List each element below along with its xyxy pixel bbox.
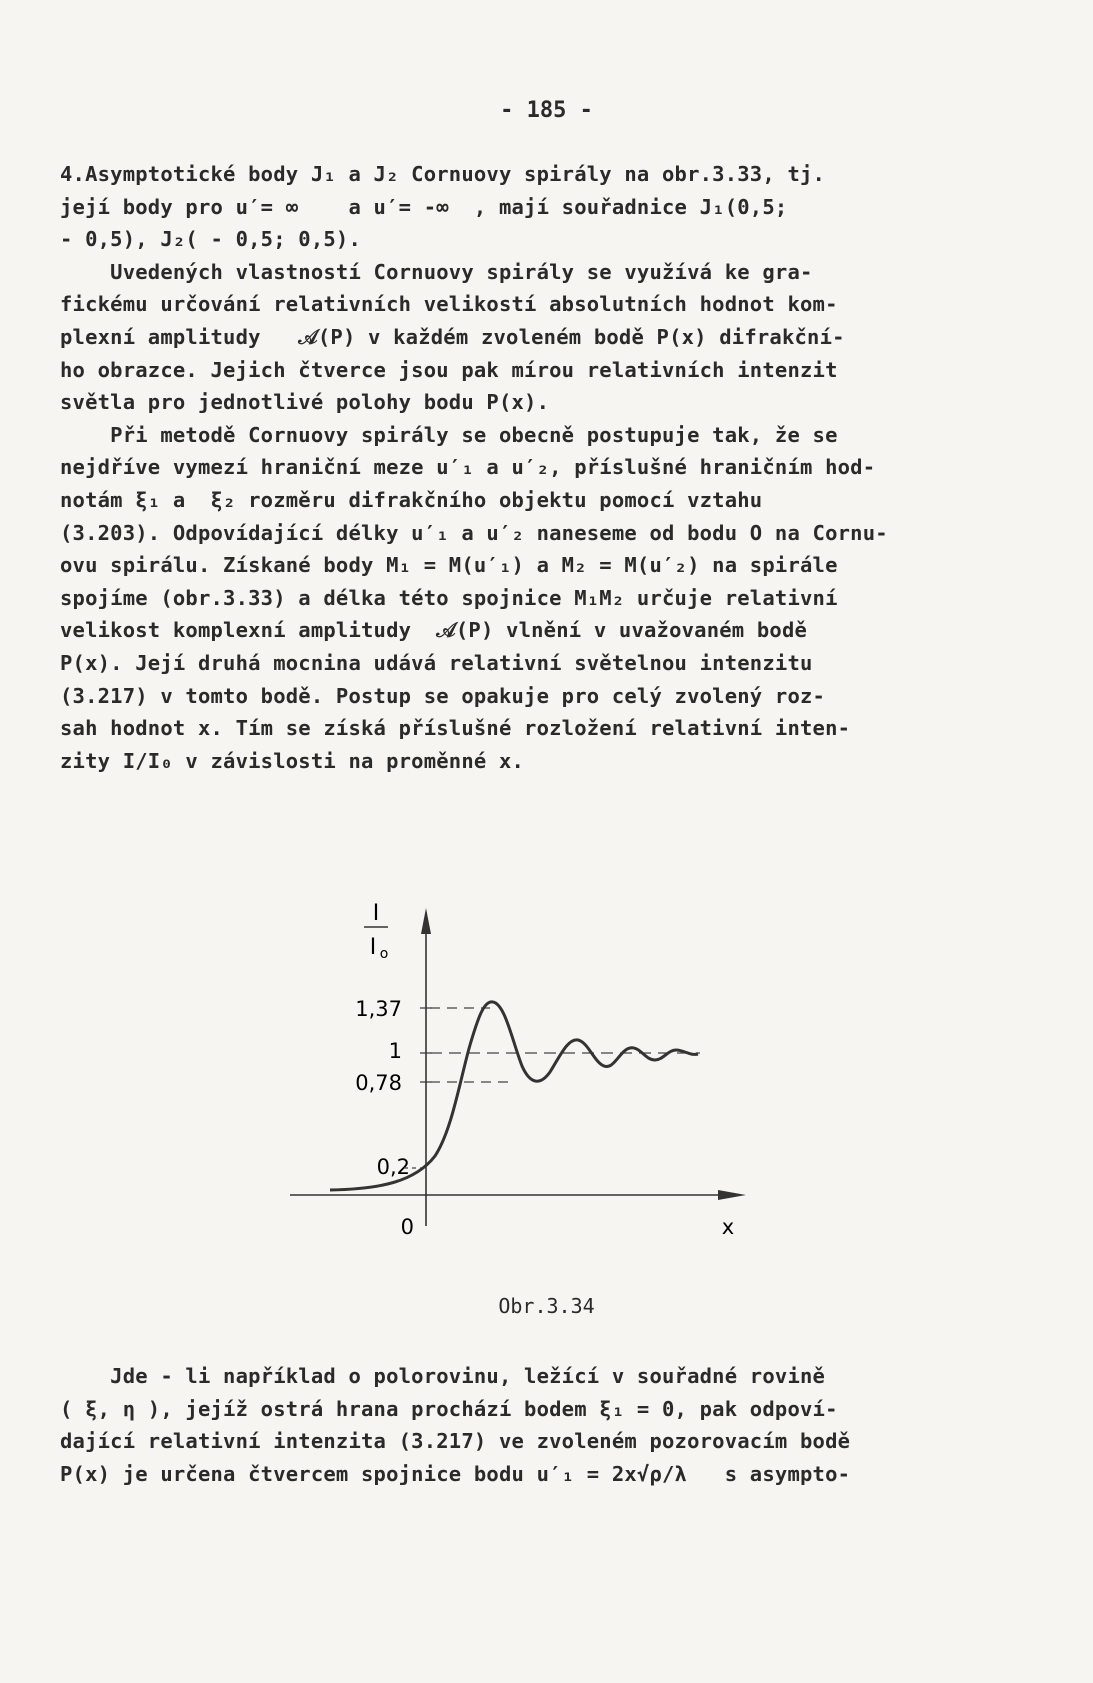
text-line: dající relativní intenzita (3.217) ve zvoleném pozorovacím bodě	[60, 1429, 851, 1454]
text-line: Jde - li například o polorovinu, ležící v souřadné rovině	[60, 1364, 826, 1388]
text-line: ho obrazce. Jejich čtverce jsou pak mírou relativních intenzit	[60, 357, 838, 382]
y-axis-label-subscript: o	[379, 946, 389, 962]
text-line: - 0,5), J₂( - 0,5; 0,5).	[60, 227, 362, 252]
y-axis-label-numerator: I	[372, 901, 380, 926]
y-axis-arrow	[421, 908, 431, 934]
text-line: ovu spirálu. Získané body M₁ = M(u′₁) a M₂ = M(u′₂) na spirále	[60, 553, 838, 578]
text-line: její body pro u′= ∞ a u′= -∞ , mají souřadnice J₁(0,5;	[60, 194, 788, 219]
text-line: sah hodnot x. Tím se získá příslušné rozložení relativní inten-	[60, 716, 851, 741]
text-line: (3.203). Odpovídající délky u′₁ a u′₂ naneseme od bodu O na Cornu-	[60, 520, 888, 545]
text-line: 4.Asymptotické body J₁ a J₂ Cornuovy spirály na obr.3.33, tj.	[60, 162, 826, 186]
tick-label-0-2: 0,2	[376, 1155, 410, 1179]
text-line: P(x). Její druhá mocnina udává relativní světelnou intenzitu	[60, 650, 813, 675]
text-line: plexní amplitudy 𝒜(P) v každém zvoleném bodě P(x) difrakční-	[60, 324, 845, 349]
text-line: P(x) je určena čtvercem spojnice bodu u′₁ = 2x√ρ/λ s asympto-	[60, 1461, 851, 1486]
text-line: (3.217) v tomto bodě. Postup se opakuje pro celý zvolený roz-	[60, 683, 826, 708]
intensity-figure	[0, 890, 1093, 1410]
page-number: - 185 -	[500, 98, 593, 123]
text-line: Při metodě Cornuovy spirály se obecně postupuje tak, že se	[60, 422, 838, 447]
origin-label: 0	[400, 1215, 414, 1239]
tick-label-1: 1	[388, 1039, 402, 1063]
text-line: Uvedených vlastností Cornuovy spirály se využívá ke gra-	[60, 259, 813, 284]
text-line: nejdříve vymezí hraniční meze u′₁ a u′₂, příslušné hraničním hod-	[60, 455, 876, 480]
figure-caption: Obr.3.34	[498, 1294, 595, 1318]
tick-label-1-37: 1,37	[355, 997, 402, 1021]
paragraph-1	[60, 158, 1040, 777]
text-line: spojíme (obr.3.33) a délka této spojnice M₁M₂ určuje relativní	[60, 585, 838, 610]
text-line: zity I/I₀ v závislosti na proměnné x.	[60, 748, 525, 773]
text-line: ( ξ, η ), jejíž ostrá hrana prochází bodem ξ₁ = 0, pak odpoví-	[60, 1396, 838, 1421]
x-axis-label: x	[721, 1215, 735, 1239]
text-line: světla pro jednotlivé polohy bodu P(x).	[60, 390, 550, 415]
text-line: fickému určování relativních velikostí absolutních hodnot kom-	[60, 292, 838, 317]
text-line: notám ξ₁ a ξ₂ rozměru difrakčního objektu pomocí vztahu	[60, 487, 763, 512]
x-axis-arrow	[718, 1190, 746, 1200]
text-line: velikost komplexní amplitudy 𝒜(P) vlnění v uvažovaném bodě	[60, 618, 808, 643]
paragraph-2	[60, 1360, 1040, 1490]
tick-label-0-78: 0,78	[355, 1071, 402, 1095]
y-axis-label-denominator: I	[369, 935, 377, 960]
